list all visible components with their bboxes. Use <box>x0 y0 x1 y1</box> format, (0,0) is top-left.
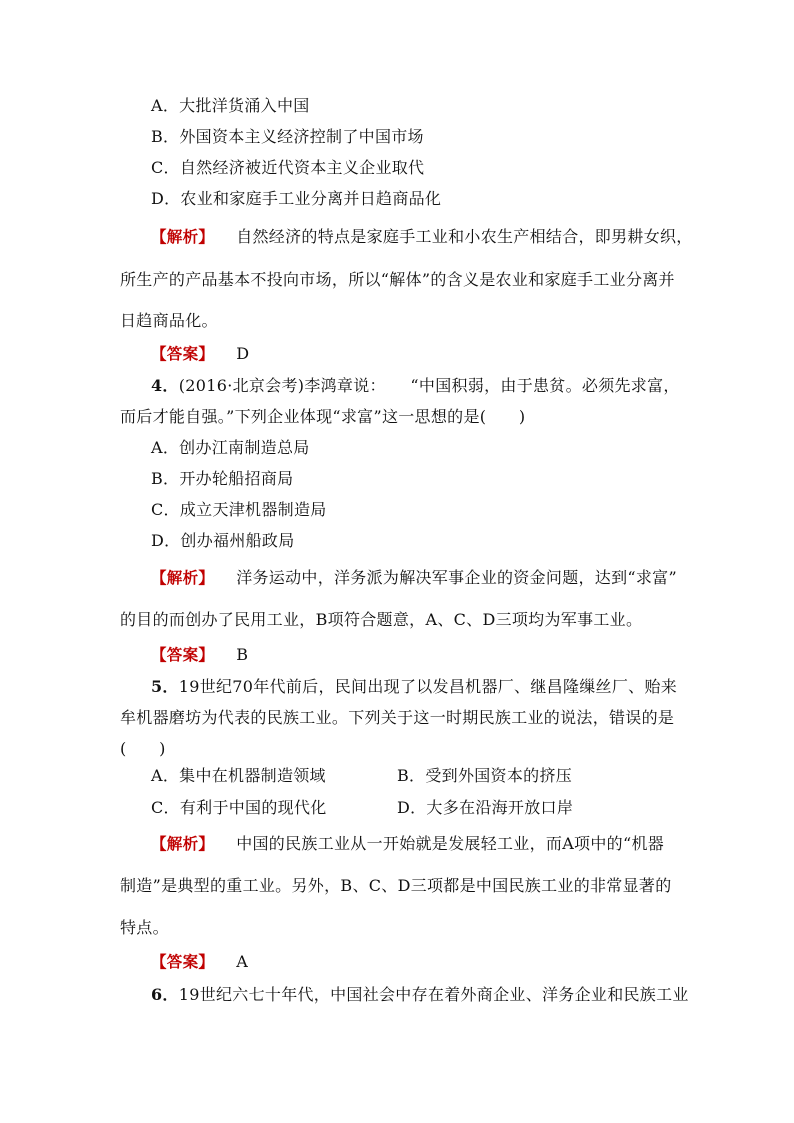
q6-stem-text: 19世纪六七十年代，中国社会中存在着外商企业、洋务企业和民族工业 <box>178 985 689 1004</box>
q5-option-d: D．大多在沿海开放口岸 <box>397 798 574 817</box>
q3-analysis-line-1 <box>151 227 693 247</box>
q5-analysis-text: 中国的民族工业从一开始就是发展轻工业，而A项中的“机器 <box>236 834 665 853</box>
q5-stem-line-1 <box>151 677 677 697</box>
q4-option-c: C．成立天津机器制造局 <box>151 500 327 519</box>
q4-stem-line-2: 而后才能自强。”下列企业体现“求富”这一思想的是( ) <box>120 407 526 426</box>
q3-analysis-line-2: 所生产的产品基本不投向市场，所以“解体”的含义是农业和家庭手工业分离并 <box>120 270 675 289</box>
q4-answer-value: B <box>236 645 249 664</box>
q3-analysis-line-3: 日趋商品化。 <box>120 311 218 330</box>
q5-answer-value: A <box>236 952 249 971</box>
q4-analysis-text: 洋务运动中，洋务派为解决军事企业的资金问题，达到“求富” <box>236 568 677 587</box>
q3-option-a: A．大批洋货涌入中国 <box>151 96 310 115</box>
q5-option-c: C．有利于中国的现代化 <box>151 798 327 817</box>
q4-answer <box>151 645 248 665</box>
q4-option-d: D．创办福州船政局 <box>151 531 295 550</box>
analysis-tag: 【解析】 <box>151 228 215 246</box>
q5-answer <box>151 952 248 972</box>
q4-analysis-line-2: 的目的而创办了民用工业，B项符合题意，A、C、D三项均为军事工业。 <box>120 610 643 629</box>
q6-number: 6． <box>151 985 179 1004</box>
q4-analysis-line-1 <box>151 568 677 588</box>
q4-stem-text: (2016·北京会考)李鸿章说： “中国积弱，由于患贫。必须先求富， <box>178 376 680 395</box>
q5-option-b: B．受到外国资本的挤压 <box>397 766 573 785</box>
q4-number: 4． <box>151 376 179 395</box>
q4-stem-line-1 <box>151 376 680 396</box>
q5-stem-line-2: 牟机器磨坊为代表的民族工业。下列关于这一时期民族工业的说法，错误的是 <box>120 708 675 727</box>
q5-analysis-line-2: 制造”是典型的重工业。另外，B、C、D三项都是中国民族工业的非常显著的 <box>120 876 672 895</box>
analysis-tag: 【解析】 <box>151 835 215 853</box>
analysis-tag: 【解析】 <box>151 569 215 587</box>
q4-option-a: A．创办江南制造总局 <box>151 438 310 457</box>
q5-stem-text: 19世纪70年代前后，民间出现了以发昌机器厂、继昌隆缫丝厂、贻来 <box>178 677 678 696</box>
q3-option-c: C．自然经济被近代资本主义企业取代 <box>151 158 425 177</box>
q5-analysis-line-1 <box>151 834 664 854</box>
q5-analysis-line-3: 特点。 <box>120 918 169 937</box>
q4-option-b: B．开办轮船招商局 <box>151 469 294 488</box>
answer-tag: 【答案】 <box>151 953 215 971</box>
q3-option-d: D．农业和家庭手工业分离并日趋商品化 <box>151 189 442 208</box>
q5-stem-line-3: ( ) <box>120 739 166 758</box>
q3-answer-value: D <box>236 344 250 363</box>
answer-tag: 【答案】 <box>151 646 215 664</box>
q5-number: 5． <box>151 677 179 696</box>
q3-option-b: B．外国资本主义经济控制了中国市场 <box>151 127 424 146</box>
q3-analysis-text: 自然经济的特点是家庭手工业和小农生产相结合，即男耕女织， <box>236 227 693 246</box>
q6-stem-line-1 <box>151 985 689 1005</box>
q5-option-a: A．集中在机器制造领域 <box>151 766 326 785</box>
q3-answer <box>151 344 249 364</box>
answer-tag: 【答案】 <box>151 345 215 363</box>
